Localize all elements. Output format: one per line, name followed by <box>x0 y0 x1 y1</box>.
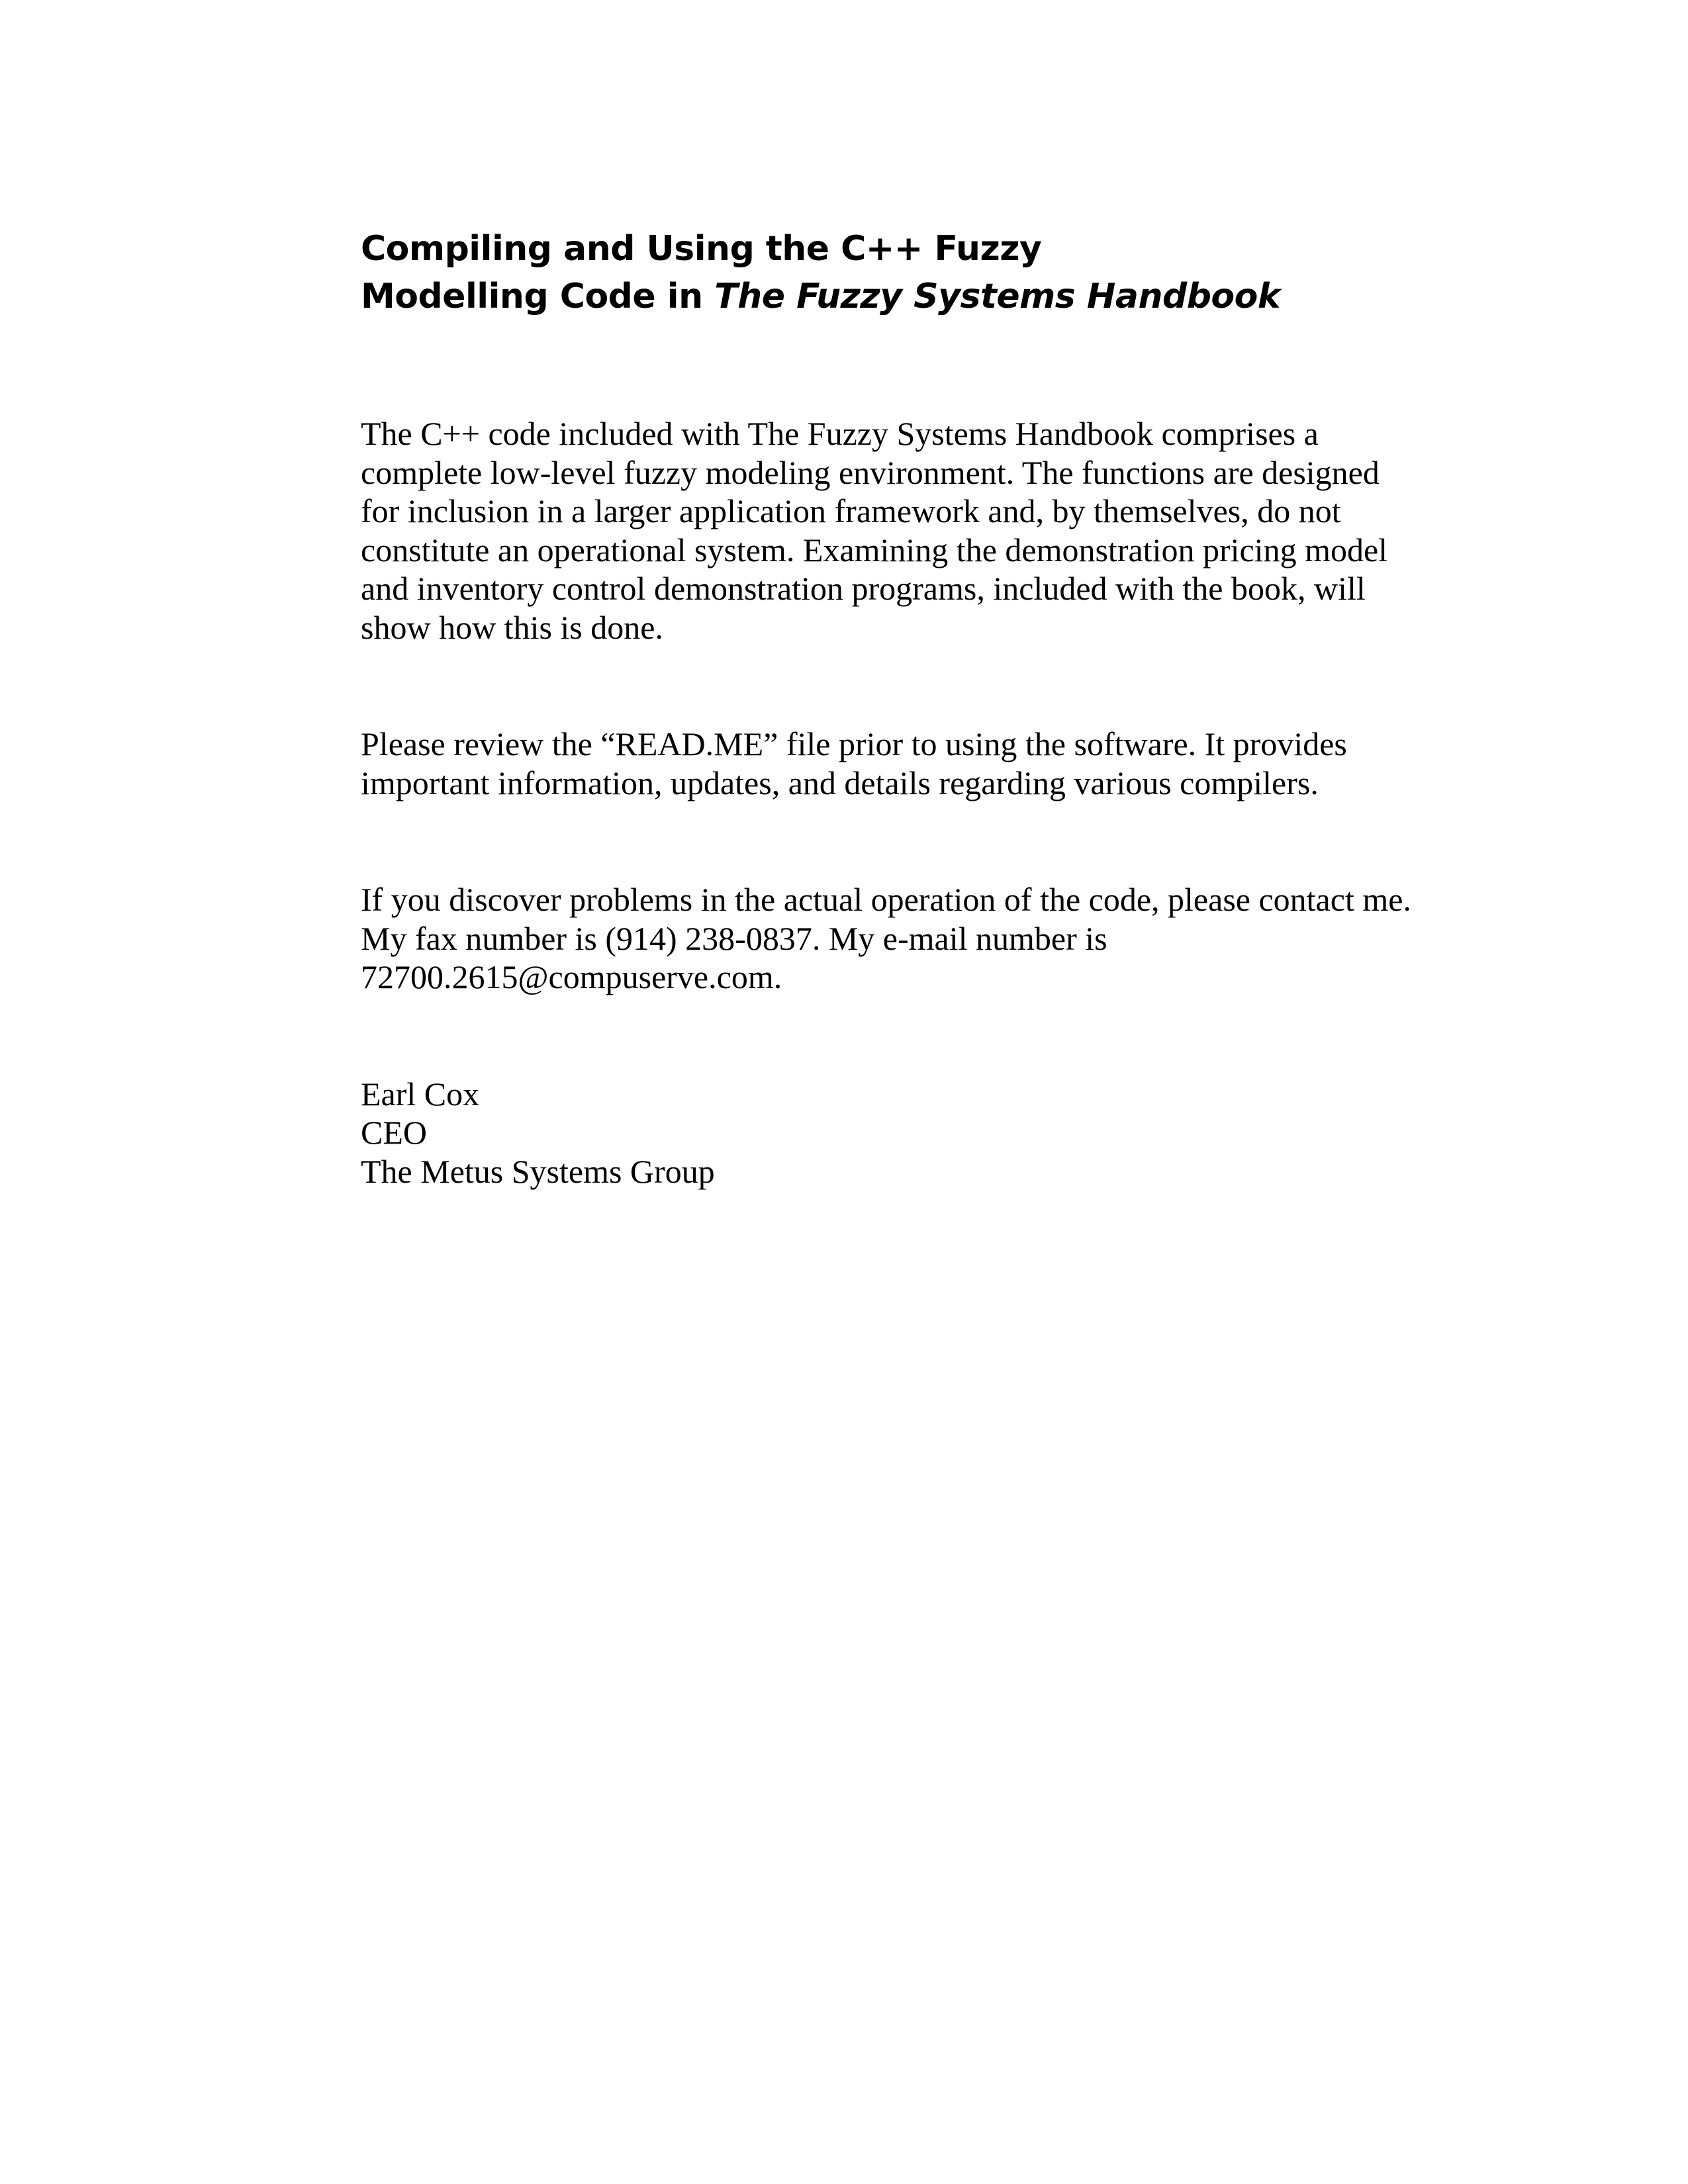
contact-paragraph: If you discover problems in the actual operation of the code, please contact me. My fax number is (914) 238-0837. My e-mail number is 72700.2615@compuserve.com. <box>361 881 1411 995</box>
title-line-2-prefix: Modelling Code in <box>361 277 715 316</box>
readme-paragraph: Please review the “READ.ME” file prior to using the software. It provides important information, updates, and details regarding various compilers. <box>361 725 1347 801</box>
signature-name: Earl Cox <box>361 1075 480 1113</box>
title-line-2 <box>361 273 1413 320</box>
signature-company: The Metus Systems Group <box>361 1152 715 1190</box>
document-page <box>361 225 1413 1191</box>
title-line-1: Compiling and Using the C++ Fuzzy <box>361 229 1042 269</box>
intro-paragraph: The C++ code included with The Fuzzy Systems Handbook comprises a complete low-level fuzzy modeling environment. The functions are designed for inclusion in a larger application framework and, by themselves, do not constitute an operational system. Examining the demonstration pricing model and inventory control demonstration programs, included with the book, will show how this is done. <box>361 415 1388 646</box>
book-title: The Fuzzy Systems Handbook <box>714 277 1280 316</box>
signature-role: CEO <box>361 1114 427 1151</box>
signature-block <box>361 1075 1413 1191</box>
document-title <box>361 225 1413 320</box>
